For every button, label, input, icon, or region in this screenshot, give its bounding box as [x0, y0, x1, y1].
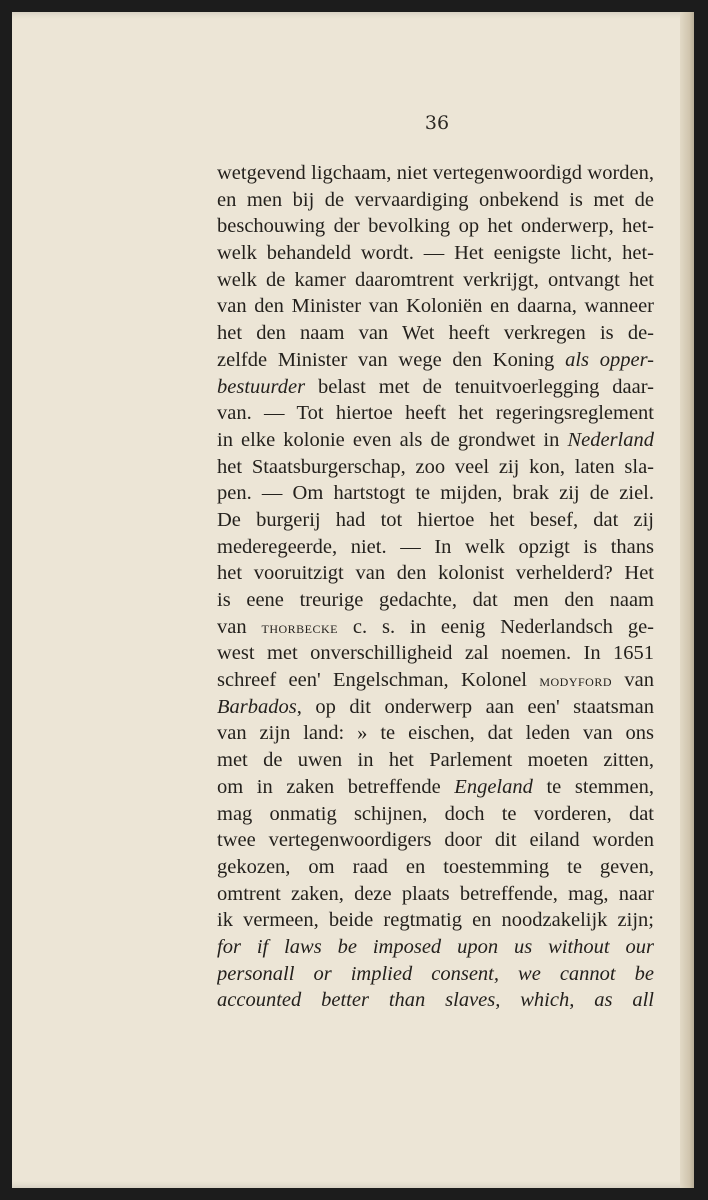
text-line: welk de kamer daaromtrent verkrijgt, ontvangt het — [217, 268, 654, 291]
text-line: Barbados, op dit onderwerp aan een' staatsman — [217, 695, 654, 718]
text-line: wetgevend ligchaam, niet vertegenwoordigd worden, — [217, 162, 654, 184]
body-text — [217, 160, 654, 1014]
text-line: is eene treurige gedachte, dat men den naam — [217, 589, 654, 611]
text-line: in elke kolonie even als de grondwet in Nederland — [217, 428, 654, 451]
text-line: van zijn land: » te eischen, dat leden van ons — [217, 722, 654, 745]
text-line: het den naam van Wet heeft verkregen is de- — [217, 322, 654, 345]
text-line: welk behandeld wordt. — Het eenigste licht, het- — [217, 242, 654, 265]
text-line: van thorbecke c. s. in eenig Nederlandsch ge- — [217, 615, 654, 638]
text-line: het Staatsburgerschap, zoo veel zij kon, laten sla- — [217, 455, 654, 478]
page-edge — [680, 12, 694, 1188]
text-line: mag onmatig schijnen, doch te vorderen, dat — [217, 802, 654, 825]
text-line: twee vertegenwoordigers door dit eiland worden — [217, 829, 654, 852]
text-line: van. — Tot hiertoe heeft het regeringsreglement — [217, 402, 654, 425]
page-number: 36 — [424, 112, 450, 134]
text-line: for if laws be imposed upon us without our — [217, 935, 654, 958]
text-line: personall or implied consent, we cannot be — [217, 962, 654, 985]
book-page — [12, 12, 694, 1188]
text-line: west met onverschilligheid zal noemen. In 1651 — [217, 642, 654, 665]
text-line: mederegeerde, niet. — In welk opzigt is thans — [217, 535, 654, 558]
text-line: De burgerij had tot hiertoe het besef, dat zij — [217, 508, 654, 531]
text-line: met de uwen in het Parlement moeten zitten, — [217, 749, 654, 772]
text-line: schreef een' Engelschman, Kolonel modyford van — [217, 669, 654, 692]
text-line: accounted better than slaves, which, as all — [217, 989, 654, 1012]
text-line: gekozen, om raad en toestemming te geven, — [217, 855, 654, 878]
text-line: pen. — Om hartstogt te mijden, brak zij de ziel. — [217, 482, 654, 505]
text-line: omtrent zaken, deze plaats betreffende, mag, naar — [217, 882, 654, 905]
text-line: zelfde Minister van wege den Koning als opper- — [217, 348, 654, 371]
text-line: bestuurder belast met de tenuitvoerlegging daar- — [217, 375, 654, 398]
text-line: het vooruitzigt van den kolonist verhelderd? Het — [217, 562, 654, 585]
text-line: om in zaken betreffende Engeland te stemmen, — [217, 775, 654, 798]
text-line: van den Minister van Koloniën en daarna, wanneer — [217, 295, 654, 318]
text-line: en men bij de vervaardiging onbekend is met de — [217, 188, 654, 211]
text-line: ik vermeen, beide regtmatig en noodzakelijk zijn; — [217, 909, 654, 932]
text-line: beschouwing der bevolking op het onderwerp, het- — [217, 215, 654, 238]
